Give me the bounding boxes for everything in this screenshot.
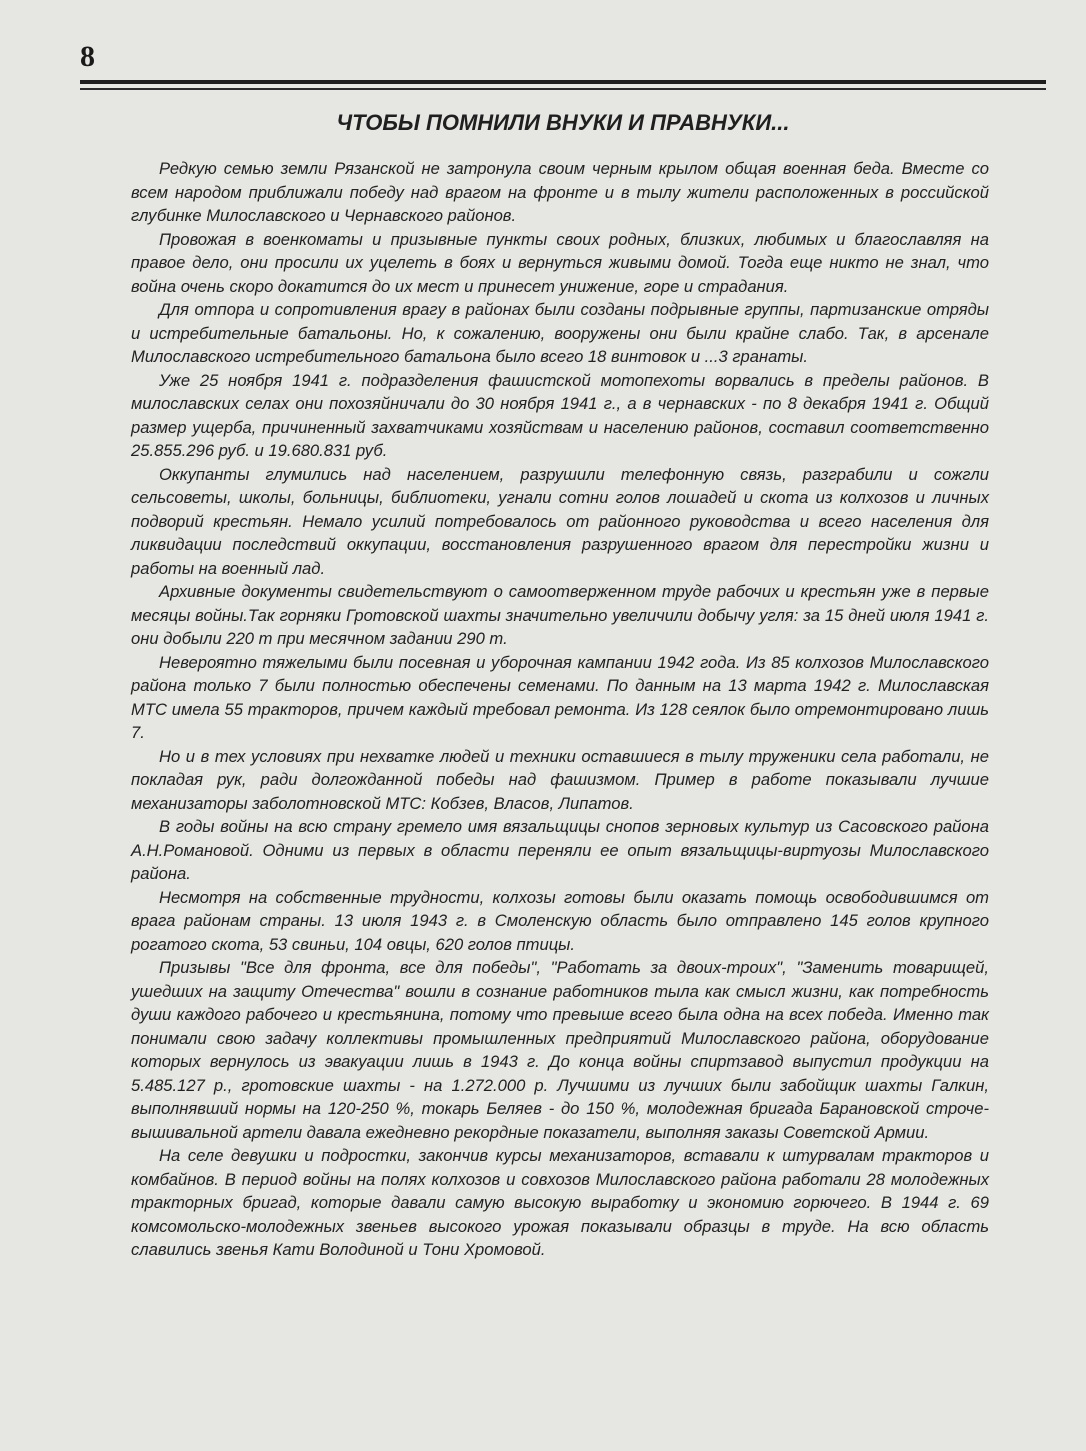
article-title: ЧТОБЫ ПОМНИЛИ ВНУКИ И ПРАВНУКИ... [336, 110, 790, 135]
paragraph: На селе девушки и подростки, закончив курсы механизаторов, вставали к штурвалам тракторов и комбайнов. В период войны на полях колхозов и совхозов Милославского района работали 28 молодежных тракторных бригад, которые давали самую высокую выработку и экономию горючего. В 1944 г. 69 комсомольско-молодежных звеньев высокого урожая показывали образцы в труде. На всю область славились звенья Кати Володиной и Тони Хромовой. [131, 1146, 989, 1259]
paragraph: Уже 25 ноября 1941 г. подразделения фашистской мотопехоты ворвались в пределы районов. В милославских селах они похозяйничали до 30 ноября 1941 г., а в чернавских - по 8 декабря 1941 г. Общий размер ущерба, причиненный захватчиками хозяйствам и населению районов, составил соответственно 25.855.296 руб. и 19.680.831 руб. [131, 370, 989, 460]
paragraph: Архивные документы свидетельствуют о самоотверженном труде рабочих и крестьян уже в первые месяцы войны.Так горняки Гротовской шахты значительно увеличили добычу угля: за 15 дней июля 1941 г. они добыли 220 т при месячном задании 290 т. [131, 582, 989, 648]
paragraph: В годы войны на всю страну гремело имя вязальщицы снопов зерновых культур из Сасовского района А.Н.Романовой. Одними из первых в области переняли ее опыт вязальщицы-виртуозы Милославского района. [131, 817, 989, 883]
paragraph: Невероятно тяжелыми были посевная и уборочная кампании 1942 года. Из 85 колхозов Милославского района только 7 были полностью обеспечены семенами. По данным на 13 марта 1942 г. Милославская МТС имела 55 тракторов, причем каждый требовал ремонта. Из 128 сеялок было отремонтировано лишь 7. [131, 652, 989, 742]
paragraph: Для отпора и сопротивления врагу в районах были созданы подрывные группы, партизанские отряды и истребительные батальоны. Но, к сожалению, вооружены они были крайне слабо. Так, в арсенале Милославского истребительного батальона было всего 18 винтовок и ...3 гранаты. [131, 300, 989, 366]
paragraph: Но и в тех условиях при нехватке людей и техники оставшиеся в тылу труженики села работали, не покладая рук, ради долгожданной победы над фашизмом. Пример в работе показывали лучшие механизаторы заболотновской МТС: Кобзев, Власов, Липатов. [131, 746, 989, 813]
paragraph: Призывы "Все для фронта, все для победы", "Работать за двоих-троих", "Заменить товарищей, ушедших на защиту Отечества" вошли в сознание работников тыла как смысл жизни, как потребность души каждого рабочего и крестьянина, потому что превыше всего была одна на всех победа. Именно так понимали свою задачу коллективы промышленных предприятий Милославского района, оборудование которых вернулось из эвакуации лишь в 1943 г. До конца войны спиртзавод выпустил продукции на 5.485.127 р., гротовские шахты - на 1.272.000 р. Лучшими из лучших были забойщик шахты Галкин, выполнявший нормы на 120-250 %, токарь Беляев - до 150 %, молодежная бригада Барановской строче-вышивальной артели давала ежедневно рекордные показатели, выполняя заказы Советской Армии. [131, 958, 989, 1142]
page-number: 8 [80, 40, 95, 73]
article-body [131, 157, 989, 1262]
paragraph: Несмотря на собственные трудности, колхозы готовы были оказать помощь освободившимся от врага районам страны. 13 июля 1943 г. в Смоленскую область было отправлено 145 голов крупного рогатого скота, 53 свиньи, 104 овцы, 620 голов птицы. [131, 887, 989, 954]
header-rule-thick [80, 80, 1046, 84]
header-rule-thin [80, 88, 1046, 90]
paragraph: Редкую семью земли Рязанской не затронула своим черным крылом общая военная беда. Вместе со всем народом приближали победу над врагом на фронте и в тылу жители расположенных в российской глубинке Милославского и Чернавского районов. [131, 159, 989, 225]
paragraph: Оккупанты глумились над населением, разрушили телефонную связь, разграбили и сожгли сельсоветы, школы, больницы, библиотеки, угнали сотни голов лошадей и скота из колхозов и личных подворий крестьян. Немало усилий потребовалось от районного руководства и всего населения для ликвидации последствий оккупации, восстановления разрушенного врагом для перестройки жизни и работы на военный лад. [131, 464, 989, 578]
paragraph: Провожая в военкоматы и призывные пункты своих родных, близких, любимых и благославляя на правое дело, они просили их уцелеть в боях и вернуться живыми домой. Тогда еще никто не знал, что война очень скоро докатится до их мест и принесет унижение, горе и страдания. [131, 229, 989, 296]
